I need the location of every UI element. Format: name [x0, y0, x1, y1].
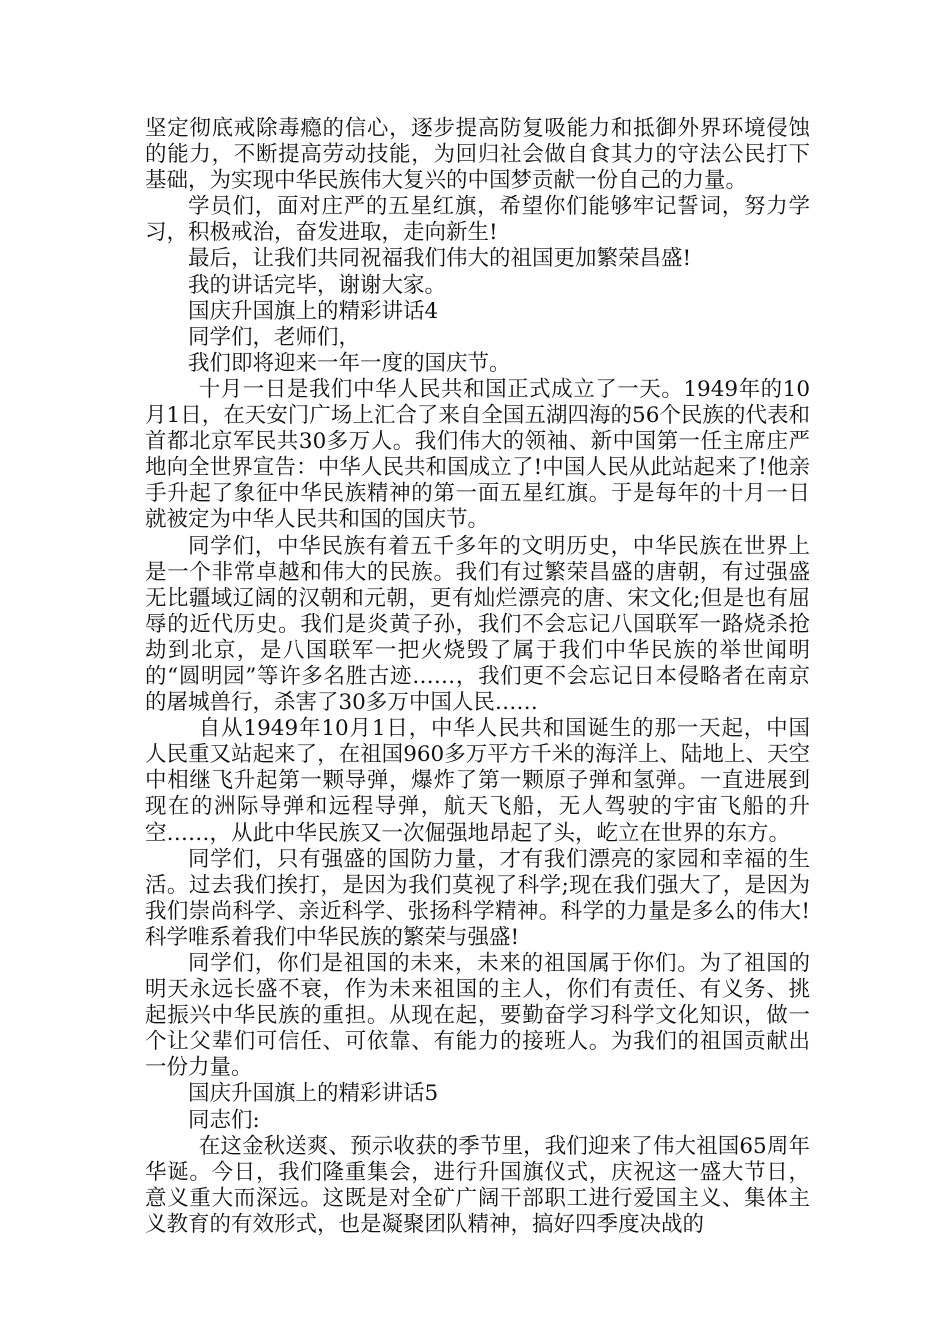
paragraph: 我们即将迎来一年一度的国庆节。	[188, 350, 511, 376]
paragraph: 最后，让我们共同祝福我们伟大的祖国更加繁荣昌盛!	[188, 246, 692, 272]
section-heading: 国庆升国旗上的精彩讲话5	[188, 1081, 439, 1107]
paragraph: 十月一日是我们中华人民共和国正式成立了一天。1949年的10月1日，在天安门广场上汇合了来自全国五湖四海的56个民族的代表和首都北京军民共30多万人。我们伟大的领袖、新中国第一任主席庄严地向全世界宣告：中华人民共和国成立了!中国人民从此站起来了!他亲手升起了象征中华民族精神的第一面五星红旗。于是每年的十月一日就被定为中华人民共和国的国庆节。	[145, 376, 810, 533]
paragraph: 坚定彻底戒除毒瘾的信心，逐步提高防复吸能力和抵御外界环境侵蚀的能力，不断提高劳动技能，为回归社会做自食其力的守法公民打下基础，为实现中华民族伟大复兴的中国梦贡献一份自己的力量。	[145, 116, 810, 194]
paragraph: 我的讲话完毕，谢谢大家。	[188, 272, 447, 298]
paragraph: 自从1949年10月1日，中华人民共和国诞生的那一天起，中国人民重又站起来了，在祖国960多万平方千米的海洋上、陆地上、天空中相继飞升起第一颗导弹，爆炸了第一颗原子弹和氢弹。一直进展到现在的洲际导弹和远程导弹，航天飞船，无人驾驶的宇宙飞船的升空……，从此中华民族又一次倔强地昂起了头，屹立在世界的东方。	[145, 716, 810, 846]
salutation: 同志们:	[188, 1107, 260, 1133]
document-body	[145, 116, 810, 1238]
section-heading: 国庆升国旗上的精彩讲话4	[188, 298, 439, 324]
paragraph: 同学们，中华民族有着五千多年的文明历史，中华民族在世界上是一个非常卓越和伟大的民族。我们有过繁荣昌盛的唐朝，有过强盛无比疆域辽阔的汉朝和元朝，更有灿烂漂亮的唐、宋文化;但是也有屈辱的近代历史。我们是炎黄子孙，我们不会忘记八国联军一路烧杀抢劫到北京，是八国联军一把火烧毁了属于我们中华民族的举世闻明的“圆明园”等许多名胜古迹……，我们更不会忘记日本侵略者在南京的屠城兽行，杀害了30多万中国人民……	[145, 533, 810, 716]
paragraph: 在这金秋送爽、预示收获的季节里，我们迎来了伟大祖国65周年华诞。今日，我们隆重集会，进行升国旗仪式，庆祝这一盛大节日，意义重大而深远。这既是对全矿广阔干部职工进行爱国主义、集体主义教育的有效形式，也是凝聚团队精神，搞好四季度决战的	[145, 1133, 810, 1237]
paragraph: 同学们，你们是祖国的未来，未来的祖国属于你们。为了祖国的明天永远长盛不衰，作为未来祖国的主人，你们有责任、有义务、挑起振兴中华民族的重担。从现在起，要勤奋学习科学文化知识，做一个让父辈们可信任、可依靠、有能力的接班人。为我们的祖国贡献出一份力量。	[145, 951, 810, 1081]
paragraph: 学员们，面对庄严的五星红旗，希望你们能够牢记誓词，努力学习，积极戒治，奋发进取，走向新生!	[145, 194, 810, 246]
salutation: 同学们，老师们，	[188, 324, 361, 350]
paragraph: 同学们，只有强盛的国防力量，才有我们漂亮的家园和幸福的生活。过去我们挨打，是因为我们莫视了科学;现在我们强大了，是因为我们崇尚科学、亲近科学、张扬科学精神。科学的力量是多么的伟大!科学唯系着我们中华民族的繁荣与强盛!	[145, 846, 810, 950]
